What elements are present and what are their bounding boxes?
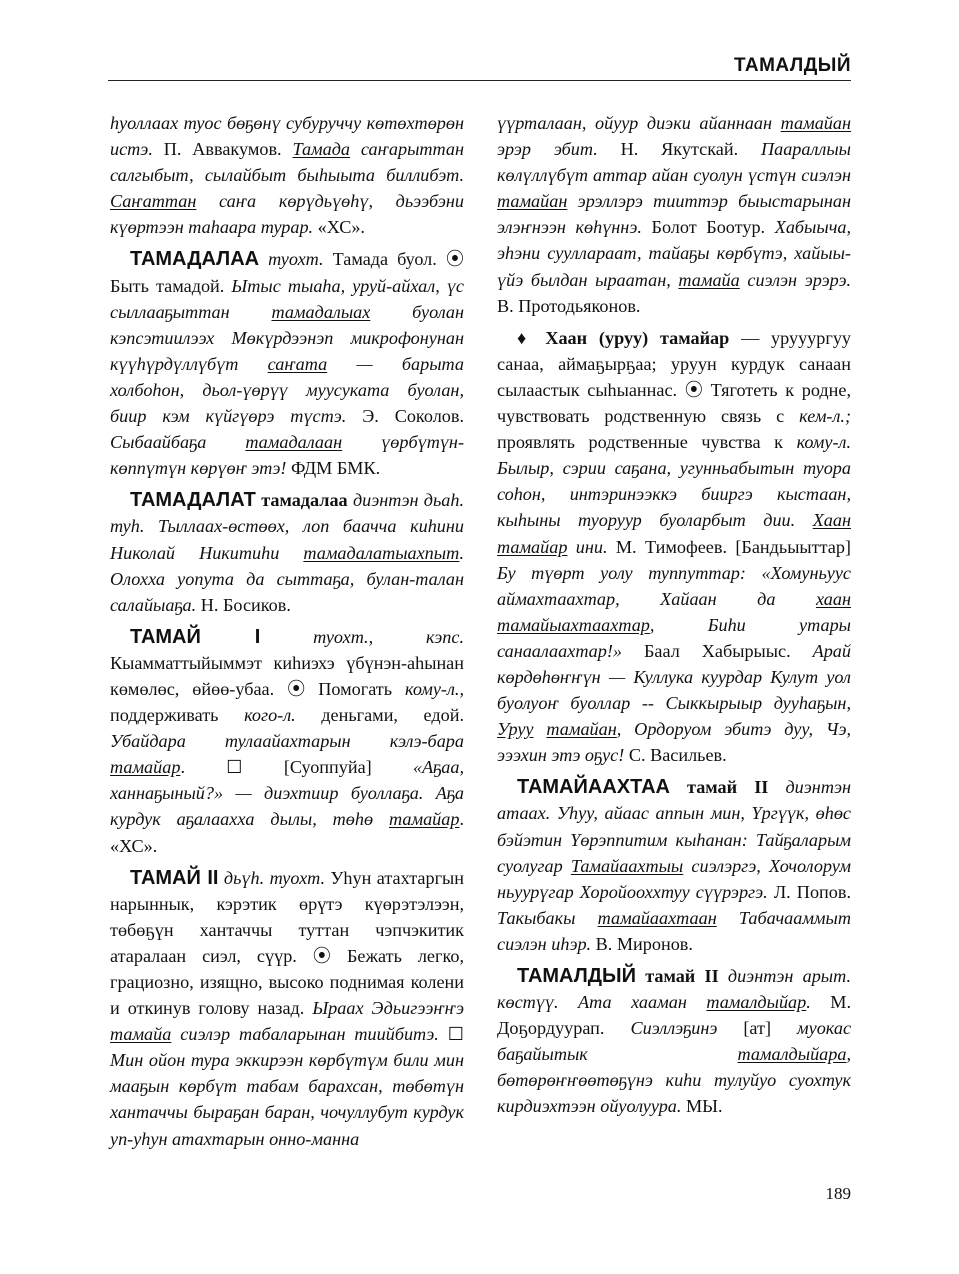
page-number: 189	[825, 1184, 851, 1203]
headword: ТАМАЙААХТАА	[517, 776, 670, 799]
entry-tamai-1: ТАМАЙ I туохт., кэпс. Кыамматтыйыммэт киһиэхэ үбүнэн-аһынан көмөлөс, өйөө-убаа. ⦿ Помогать кому-л., поддерживать кого-л. деньгами, едой. Убайдара тулаайахтарын кэлэ-бара тамайар. ☐ [Суоппуйа] «Аҕаа, ханнаҕыный?» — диэхтиир буоллаҕа. Аҕа курдук аҕалааххa дылы, төһө тамайар. «ХС».	[110, 625, 465, 856]
left-column	[110, 110, 464, 1152]
entry-tamaiaakhtaa: ТАМАЙААХТАА тамай II диэнтэн атаах. Уһуу, айаас аппын мин, Үргүүк, өһөс бэйэтин Үөрэппитим кыһанан: Тайҕаларым суолугар Тамайаахтыы сиэлэргэ, Хочолорум ньуурүгар Хоройооххтуу сүүрэргэ. Л. Попов. Такыбакы тамайаахтаан Табачааммыт сиэлэн иһэр. В. Миронов.	[497, 776, 852, 954]
headword: ТАМАЛДЫЙ	[517, 965, 636, 987]
diamond-icon: ♦	[517, 327, 534, 348]
entry-tamai-2: ТАМАЙ II дьүһ. туохт. Уһун атахтаргын нарыннык, кэрэтик өрүтэ күөрэтэлээн, төбөҕүн хантаччы туттан чэпчэкитик атаралаан сиэл, сүүр. ⦿ Бежать легко, грациозно, изящно, высоко поднимая колени и откинув голову назад. Ыраах Эдьигээҥҥэ тамайа сиэлэр табаларынан тиийбитэ. ☐ Мин ойон тура эккирээн көрбүтүм били мин мааҕын көрбүт табам барахсан, төбөтүн хантаччы быраҕан баран, чочуллубут курдук уп-уһун атахтарын онно-манна	[110, 866, 465, 1149]
entry-tamadalaa: ТАМАДАЛАА туохт. Тамада буол. ⦿ Быть тамадой. Ытыс тыаһа, уруй-айхал, үс сыллааҕыттан тамадалыах буолан кэпсэтиилээх Мөкүрдээнэп микрофонунан күүһүрдүллүбүт саҥата — барыта холбоһон, дьол-үөрүү муусуката буолан, биир кэм күйгүөрэ түстэ. Э. Соколов. Сыбаайбаҕа тамадалаан үөрбүтүн-көппүтүн көрүөҥ этэ! ФДМ БМК.	[110, 248, 465, 479]
entry-continuation: һуоллаах туос бөҕөнү субуруччу көтөхтөрөн истэ. П. Аввакумов. Тамада саҥарыттан салгыбыт, сылайбыт быһыыта биллибэт. Саҥаттан саҥа көрүдьүөһү, дьээбэни күөртээн таһаара турар. «ХС».	[110, 113, 465, 238]
headword: ТАМАЙ II	[130, 866, 219, 889]
translation-marker-icon: ⦿	[445, 249, 465, 270]
translation-marker-icon: ⦿	[312, 945, 331, 966]
entry-continuation: үүрталаан, ойуур диэки айаннаан тамайан эрэр эбит. Н. Якутскай. Паараллыы көлүллүбүт аттар айан суолун үстүн сиэлэн тамайан эрэллэрэ тииттэр быыстарынан элэҥнээн көһүннэ. Болот Боотур. Хабыыча, эһэни суулларaат, тайаҕы көрбүтэ, хайыы-үйэ былдан ыраатан, тамайа сиэлэн эрэрэ. В. Протодьяконов.	[497, 113, 852, 316]
translation-marker-icon: ⦿	[684, 379, 703, 400]
right-column	[497, 110, 851, 1120]
entry-tamaldyi: ТАМАЛДЫЙ тамай II диэнтэн арыт. көстүү. Ата хааман тамалдыйар. М. Доҕордуурап. Сиэллэҕинэ [ат] муокас баҕайытык тамалдыйара, бөтөрөҥҥөөтөҕүнэ киһи тулуйуо суохтук кирдиэхтээн ойуолуура. МЫ.	[497, 965, 852, 1117]
headword: ТАМАДАЛАТ	[130, 489, 256, 512]
phrase-haan-tamaiar: ♦ Хаан (уруу) тамайар — урууургуу санаа, аймаҕырҕаа; уруун курдук санаан сылаастык сыһыаннас. ⦿ Тяготеть к родне, чувствовать родственную связь с кем-л.; проявлять родственные чувства к кому-л. Былыр, сэрии саҕана, угунньабытын туора соһон, интэринээккэ бииргэ кыстаан, кыһыны туоруур буоларбыт дии. Хаан тамайар ини. М. Тимофеев. [Бандьыыттар] Бу түөрт уолу туппуттар: «Хомуньуус аймахтаахтар, Хайаан да хаан тамайыахтаахтар, Биһи утары санаалаахтар!» Баал Хабырыыс. Арай көрдөһөҥҥүн — Куллука куурдар Кулут уол буолуоҥ буоллар -- Сыккырыыр дууһаҕын, Уруу тамайан, Ордоруом эбитэ дуу, Чэ, эээхин этэ оҕус! С. Васильев.	[497, 327, 852, 766]
translation-marker-icon: ⦿	[287, 678, 306, 699]
entry-tamadalat: ТАМАДАЛАТ тамадалаа диэнтэн дьаһ. туһ. Тыллаах-өстөөх, лоп баачча киһини Николай Никитиһи тамадалатыахпыт. Олохха уопута да сыттаҕа, булан-талан салайыаҕа. Н. Босиков.	[110, 489, 464, 615]
header-rule	[108, 80, 851, 81]
phrase-headword: Хаан (уруу) тамайар	[545, 327, 730, 348]
example-box-icon: ☐	[226, 757, 243, 778]
headword: ТАМАЙ I	[130, 625, 261, 648]
example-box-icon: ☐	[447, 1024, 465, 1045]
running-header: ТАМАЛДЫЙ	[733, 55, 851, 76]
headword: ТАМАДАЛАА	[130, 248, 260, 271]
